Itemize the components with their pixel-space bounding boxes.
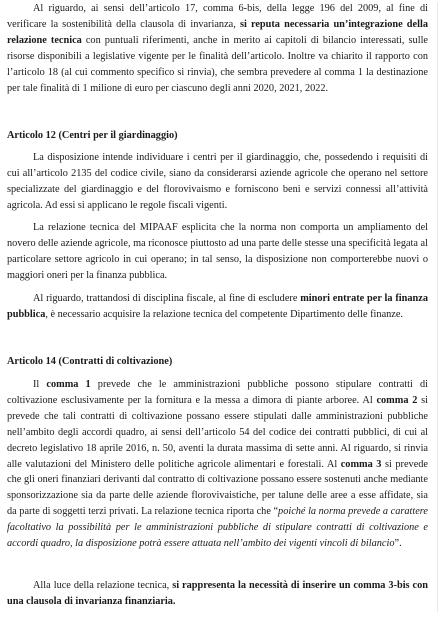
bold-phrase: si reputa necessaria un’integrazione della relazione tecnica — [7, 18, 428, 46]
paragraph-art12-disposizione: La disposizione intende individuare i centri per il giardinaggio, che, possedendo i requisiti di cui all’articolo 2135 del codice civile, siano da considerarsi aziende agricole che operano nel settore specializzate del giardinaggio e del florovivaismo e forniscono beni e servizi connessi all’attività agricola. Ad essi si applicano le regole fiscali vigenti. — [7, 152, 428, 211]
bold-phrase: si rappresenta la necessità di inserire un comma 3-bis con una clausola di invarianza finanziaria. — [7, 580, 428, 607]
italic-quote: poiché la norma prevede a carattere facoltativo la possibilità per le amministrazioni pubbliche di stipulare contratti di coltivazione e accordi quadro, la disposizione potrà essere attuata nell’ambito dei vigenti vincoli di bilancio — [7, 506, 428, 550]
paragraph-art14-conclusione: Alla luce della relazione tecnica, si rappresenta la necessità di inserire un comma 3-bis con una clausola di invarianza finanziaria. — [7, 580, 428, 607]
paragraph-art14-commi: Il comma 1 prevede che le amministrazioni pubbliche possono stipulare contratti di coltivazione esclusivamente per la fornitura e la messa a dimora di piante arboree. Al comma 2 si prevede che tali contratti di coltivazione possano essere stipulati dalle amministrazioni pubbliche nell’ambito degli accordi quadro, ai sensi dell’articolo 54 del codice dei contratti pubblici, di cui al decreto legislativo 18 aprile 2016, n. 50, aventi la durata massima di sette anni. Al riguardo, si rinvia alle valutazioni del Ministero delle politiche agricole alimentari e forestali. Al comma 3 si prevede che gli oneri finanziari derivanti dal contratto di coltivazione possano essere sostenuti anche mediante sponsorizzazione sia da parte delle aziende florovivaistiche, per talune delle aree a esse affidate, sia da parte di soggetti terzi privati. La relazione tecnica riporta che “poiché la norma prevede a carattere facoltativo la possibilità per le amministrazioni pubbliche di stipulare contratti di coltivazione e accordi quadro, la disposizione potrà essere attuata nell’ambito dei vigenti vincoli di bilancio”. — [7, 379, 428, 550]
heading-articolo-14: Articolo 14 (Contratti di coltivazione) — [7, 356, 173, 367]
paragraph-art12-relazione: La relazione tecnica del MIPAAF esplicita che la norma non comporta un ampliamento del novero delle aziende agricole, ma riconosce piuttosto ad una parte delle stesse una specificità legata al particolare settore agricolo in cui operano; in tal senso, la disposizione non comporterebbe nuovi o maggiori oneri per la finanza pubblica. — [7, 222, 428, 281]
bold-comma-1: comma 1 — [46, 379, 91, 390]
bold-comma-3: comma 3 — [340, 458, 382, 470]
paragraph-riguardo-art11: Al riguardo, ai sensi dell’articolo 17, comma 6-bis, della legge 196 del 2009, al fine di verificare la sostenibilità della clausola di invarianza, si reputa necessaria un’integrazione della relazione tecnica con puntuali riferimenti, anche in merito ai capitoli di bilancio interessati, sulle risorse disponibili a legislative vigente per le finalità dell’articolo. Inoltre va chiarito il rapporto con l’articolo 18 (al cui commento specifico si rinvia), che sembra prevedere al comma 1 la destinazione per tale finalità di 1 milione di euro per ciascuno degli anni 2020, 2021, 2022. — [7, 3, 428, 94]
bold-comma-2: comma 2 — [376, 394, 418, 406]
paragraph-art12-riguardo: Al riguardo, trattandosi di disciplina fiscale, al fine di escludere minori entrate per la finanza pubblica, è necessario acquisire la relazione tecnica del competente Dipartimento delle finanze. — [7, 293, 428, 320]
scan-edge-line — [437, 2, 438, 612]
heading-articolo-12: Articolo 12 (Centri per il giardinaggio) — [7, 130, 178, 141]
bold-phrase: minori entrate per la finanza pubblica — [7, 293, 428, 320]
